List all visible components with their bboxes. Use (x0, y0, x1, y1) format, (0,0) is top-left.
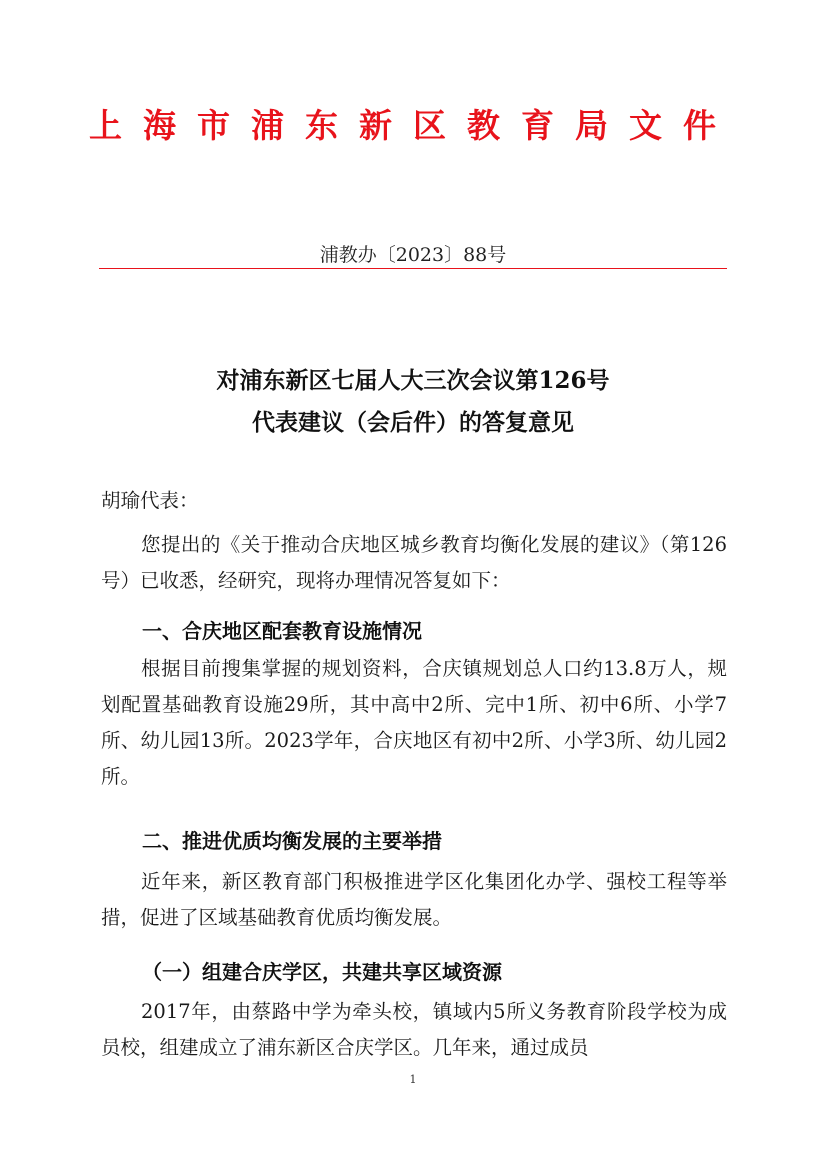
page-number: 1 (409, 1073, 417, 1086)
document-title-line1: 对浦东新区七届人大三次会议第126号 (216, 367, 610, 394)
issuer-header: 上海市浦东新区教育局文件 (89, 106, 737, 145)
intro-paragraph: 您提出的《关于推动合庆地区城乡教育均衡化发展的建议》（第126号）已收悉，经研究，现将办理情况答复如下： (101, 533, 727, 592)
section2-paragraph: 近年来，新区教育部门积极推进学区化集团化办学、强校工程等举措，促进了区域基础教育优质均衡发展。 (101, 870, 727, 929)
document-number: 浦教办〔2023〕88号 (319, 244, 507, 266)
section1-heading: 一、合庆地区配套教育设施情况 (142, 619, 422, 643)
section1-paragraph: 根据目前搜集掌握的规划资料，合庆镇规划总人口约13.8万人，规划配置基础教育设施29所，其中高中2所、完中1所、初中6所、小学7所、幼儿园13所。2023学年，合庆地区有初中2所、小学3所、幼儿园2所。 (101, 657, 727, 788)
document-title-line2: 代表建议（会后件）的答复意见 (252, 409, 574, 436)
header-divider (99, 268, 727, 269)
salutation: 胡瑜代表： (101, 489, 199, 512)
subsection1-paragraph: 2017年，由蔡路中学为牵头校，镇域内5所义务教育阶段学校为成员校，组建成立了浦东新区合庆学区。几年来，通过成员 (101, 1000, 727, 1059)
subsection1-heading: （一）组建合庆学区，共建共享区域资源 (142, 960, 502, 984)
section2-heading: 二、推进优质均衡发展的主要举措 (142, 829, 442, 853)
